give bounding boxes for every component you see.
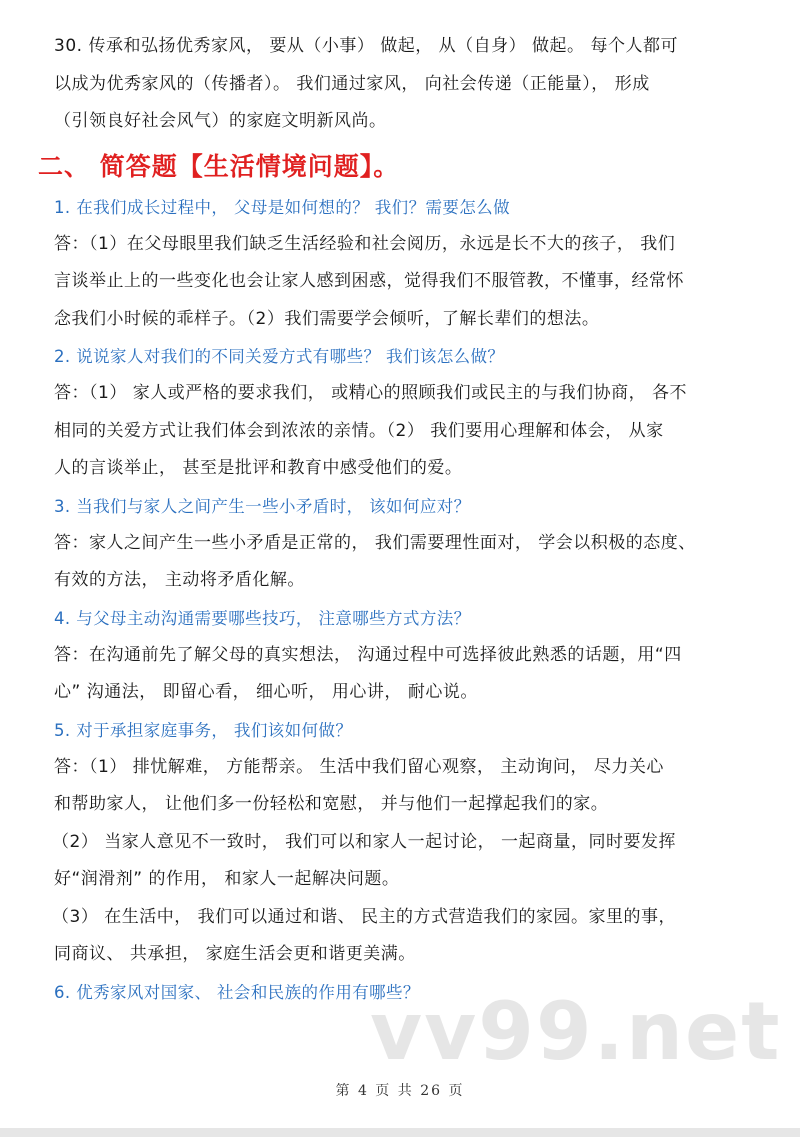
- watermark-text: vv99.net: [370, 985, 782, 1078]
- answer-line: 答：在沟通前先了解父母的真实想法， 沟通过程中可选择彼此熟悉的话题，用“四: [54, 644, 682, 665]
- answer-line: 好“润滑剂” 的作用， 和家人一起解决问题。: [54, 869, 400, 889]
- answer-line: 有效的方法， 主动将矛盾化解。: [54, 570, 305, 590]
- intro-line: （引领良好社会风气）的家庭文明新风尚。: [54, 111, 387, 131]
- intro-paragraph: [54, 28, 762, 141]
- qa-block: [54, 600, 762, 712]
- answer-line: （3） 在生活中， 我们可以通过和谐、 民主的方式营造我们的家园。家里的事，: [52, 906, 677, 927]
- qa-block: [54, 189, 762, 339]
- answer-line: 同商议、 共承担， 家庭生活会更和谐更美满。: [54, 944, 416, 964]
- qa-block: [54, 338, 762, 488]
- answer-line: 言谈举止上的一些变化也会让家人感到困惑，觉得我们不服管教，不懂事，经常怀: [54, 271, 684, 291]
- question-heading: 6. 优秀家风对国家、 社会和民族的作用有哪些？: [54, 982, 420, 1002]
- answer-line: 答：（1） 排忧解难， 方能帮亲。 生活中我们留心观察， 主动询问， 尽力关心: [54, 756, 664, 777]
- answer-line: 相同的关爱方式让我们体会到浓浓的亲情。（2） 我们要用心理解和体会， 从家: [54, 420, 664, 441]
- question-heading: 1. 在我们成长过程中， 父母是如何想的？ 我们？需要怎么做: [54, 197, 510, 217]
- answer-line: 念我们小时候的乖样子。（2）我们需要学会倾听，了解长辈们的想法。: [54, 308, 600, 329]
- question-heading: 3. 当我们与家人之间产生一些小矛盾时， 该如何应对？: [54, 496, 471, 516]
- answer-line: 答：（1）在父母眼里我们缺乏生活经验和社会阅历，永远是长不大的孩子， 我们: [54, 233, 676, 254]
- question-heading: 5. 对于承担家庭事务， 我们该如何做？: [54, 720, 353, 740]
- question-heading: 4. 与父母主动沟通需要哪些技巧， 注意哪些方式方法？: [54, 608, 471, 628]
- answer-line: 心” 沟通法， 即留心看， 细心听， 用心讲， 耐心说。: [54, 682, 478, 702]
- answer-line: （2） 当家人意见不一致时， 我们可以和家人一起讨论， 一起商量，同时要发挥: [52, 831, 677, 852]
- qa-block: [54, 712, 762, 974]
- page-bottom-edge: [0, 1128, 800, 1137]
- answer-line: 人的言谈举止， 甚至是批评和教育中感受他们的爱。: [54, 458, 463, 478]
- page-footer: 第 4 页 共 26 页: [335, 1083, 465, 1099]
- section-heading: 二、 简答题【生活情境问题】。: [38, 151, 400, 181]
- question-heading: 2. 说说家人对我们的不同关爱方式有哪些？ 我们该怎么做？: [54, 347, 505, 366]
- qa-block: [54, 488, 762, 600]
- intro-line: 30. 传承和弘扬优秀家风， 要从（小事） 做起， 从（自身） 做起。 每个人都可: [54, 36, 678, 56]
- answer-line: 答：家人之间产生一些小矛盾是正常的， 我们需要理性面对， 学会以积极的态度、: [54, 532, 696, 553]
- answer-line: 答：（1） 家人或严格的要求我们， 或精心的照顾我们或民主的与我们协商， 各不: [54, 383, 688, 403]
- answer-line: 和帮助家人， 让他们多一份轻松和宽慰， 并与他们一起撑起我们的家。: [54, 794, 609, 814]
- intro-line: 以成为优秀家风的（传播者）。 我们通过家风， 向社会传递（正能量）， 形成: [54, 73, 650, 94]
